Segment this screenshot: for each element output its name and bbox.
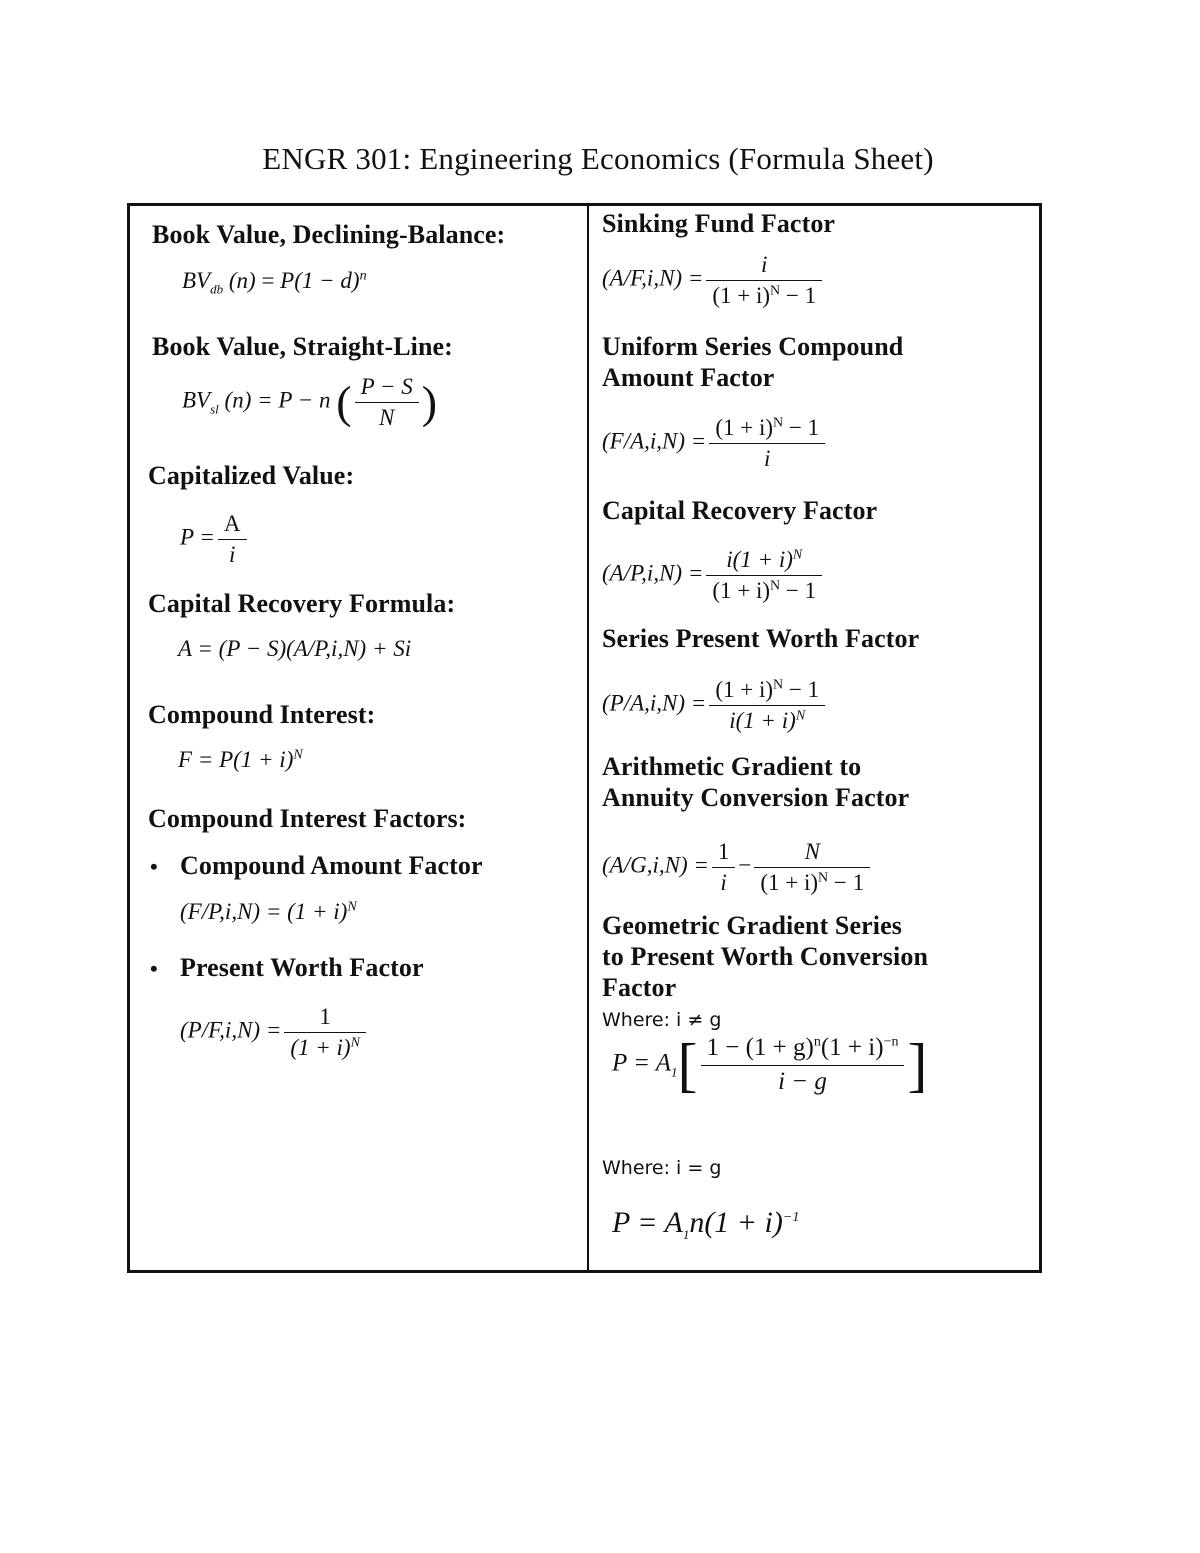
- den-exponent: N: [350, 1035, 360, 1051]
- rhs-exponent: −1: [782, 1210, 800, 1225]
- capital-recovery-factor-heading: Capital Recovery Factor: [602, 496, 878, 525]
- bv-rhs: P(1 − d): [280, 268, 360, 293]
- compound-interest-formula: [178, 747, 303, 773]
- book-value-sl-formula: $BV_{sl}$ (n) = P − n ( $\frac{P - S}{N}$ ): [182, 372, 437, 433]
- denominator: (1 + i): [760, 869, 819, 895]
- capitalized-value-formula: [180, 509, 250, 570]
- rhs: n(1 + i): [689, 1206, 783, 1239]
- bv-rhs-exponent: n: [359, 268, 367, 284]
- geometric-gradient-formula-2: [612, 1206, 799, 1243]
- bullet: •: [150, 854, 158, 879]
- bv-arg: (n): [228, 268, 256, 293]
- fraction: [284, 1002, 366, 1063]
- lhs: (A/P,i,N) =: [602, 560, 704, 586]
- sinking-fund-heading: Sinking Fund Factor: [602, 209, 836, 238]
- uniform-series-heading-1: Uniform Series Compound: [602, 332, 904, 361]
- geometric-gradient-heading-3: Factor: [602, 973, 677, 1002]
- denominator: i: [229, 541, 236, 567]
- lhs: P = A: [612, 1049, 672, 1077]
- num-mid: (1 + i): [820, 1034, 884, 1061]
- equals-sign: =: [261, 268, 275, 293]
- fraction: [709, 413, 825, 474]
- uniform-series-formula: [602, 413, 828, 474]
- series-present-worth-heading: Series Present Worth Factor: [602, 624, 920, 653]
- where-i-equal-g: Where: i = g: [602, 1157, 722, 1179]
- bv-sub: sl: [210, 401, 219, 417]
- denominator: i(1 + i): [729, 707, 796, 733]
- fraction: [706, 545, 822, 606]
- numerator: i(1 + i): [726, 547, 793, 572]
- column-divider: [587, 206, 589, 1270]
- denominator: i: [720, 869, 727, 895]
- den-tail: − 1: [780, 282, 817, 308]
- formula-table: [127, 203, 1042, 1273]
- minus-sign: −: [738, 852, 752, 878]
- where-i-not-equal-g: Where: i ≠ g: [602, 1009, 722, 1031]
- bv-sub: db: [210, 281, 224, 297]
- lhs: (A/F,i,N) =: [602, 265, 704, 291]
- book-value-db-heading: Book Value, Declining-Balance:: [152, 220, 506, 249]
- series-present-worth-formula: [602, 675, 828, 736]
- numerator: N: [754, 837, 870, 868]
- bv-symbol: BV: [182, 268, 211, 293]
- geometric-gradient-formula-1: $P = A_1$[ $\frac{1 - (1 + g)^n(1 + i)^{-n}}{i - g}$ ]: [612, 1032, 928, 1098]
- book-value-sl-heading: Book Value, Straight-Line:: [152, 332, 453, 361]
- numerator: A: [218, 509, 247, 540]
- fraction: [355, 372, 419, 433]
- arithmetic-gradient-heading-2: Annuity Conversion Factor: [602, 783, 910, 812]
- denominator: (1 + i): [712, 577, 771, 603]
- numerator: 1: [712, 837, 736, 868]
- num-tail: − 1: [783, 415, 820, 440]
- fraction-2: [754, 837, 870, 898]
- fraction: [701, 1032, 905, 1098]
- page-title: ENGR 301: Engineering Economics (Formula Sheet): [262, 141, 934, 176]
- den-exponent: N: [770, 578, 781, 594]
- lhs: (A/G,i,N) =: [602, 852, 709, 878]
- geometric-gradient-heading-1: Geometric Gradient Series: [602, 911, 902, 940]
- capitalized-value-heading: Capitalized Value:: [148, 461, 355, 490]
- capital-recovery-factor-formula: [602, 545, 825, 606]
- lhs: P = A: [612, 1206, 683, 1239]
- denominator: i − g: [778, 1067, 827, 1095]
- compound-amount-factor-item: [150, 851, 483, 881]
- den-tail: − 1: [780, 577, 817, 603]
- den-tail: − 1: [828, 869, 865, 895]
- caf-formula: (F/P,i,N) = (1 + i): [180, 899, 348, 924]
- lhs: P =: [180, 524, 215, 550]
- sinking-fund-formula: [602, 250, 825, 311]
- bullet: •: [150, 956, 158, 981]
- numerator: i: [706, 250, 822, 281]
- compound-amount-factor-formula: [180, 899, 357, 925]
- num-exponent: N: [773, 415, 784, 431]
- numerator: (1 + i): [715, 677, 773, 702]
- ci-exponent: N: [293, 747, 303, 763]
- present-worth-factor-item: [150, 953, 424, 983]
- num-exponent-2: −n: [883, 1034, 899, 1050]
- fraction-1: [712, 837, 736, 898]
- uniform-series-heading-2: Amount Factor: [602, 363, 775, 392]
- pwf-label: Present Worth Factor: [180, 953, 424, 982]
- num-exponent: N: [792, 547, 803, 563]
- capital-recovery-formula: A = (P − S)(A/P,i,N) + Si: [178, 636, 412, 661]
- denominator: i: [764, 445, 771, 471]
- pwf-lhs: (P/F,i,N) =: [180, 1017, 282, 1043]
- numerator: 1: [284, 1002, 366, 1033]
- denominator: (1 + i): [290, 1034, 351, 1060]
- present-worth-factor-formula: [180, 1002, 369, 1063]
- caf-label: Compound Amount Factor: [180, 851, 483, 880]
- numerator: (1 + i): [715, 415, 773, 440]
- lhs-sub: 1: [671, 1064, 678, 1080]
- bv-symbol: BV: [182, 387, 211, 413]
- arithmetic-gradient-formula: [602, 837, 873, 898]
- denominator: (1 + i): [712, 282, 771, 308]
- bv-rhs: (n) = P − n: [224, 387, 331, 413]
- num-tail: − 1: [783, 677, 820, 702]
- capital-recovery-formula-heading: Capital Recovery Formula:: [148, 589, 456, 618]
- fraction: [709, 675, 825, 736]
- denominator: N: [379, 404, 395, 430]
- den-exponent: N: [795, 708, 806, 724]
- ci-formula: F = P(1 + i): [178, 747, 294, 772]
- lhs-sub: 1: [682, 1227, 690, 1242]
- lhs: (P/A,i,N) =: [602, 690, 707, 716]
- numerator: 1 − (1 + g): [706, 1034, 814, 1061]
- compound-interest-factors-heading: Compound Interest Factors:: [148, 804, 467, 833]
- fraction: [706, 250, 822, 311]
- caf-exponent: N: [347, 899, 357, 915]
- geometric-gradient-heading-2: to Present Worth Conversion: [602, 942, 928, 971]
- numerator: P − S: [355, 372, 419, 403]
- book-value-db-formula: [182, 268, 367, 298]
- num-exponent: N: [773, 677, 784, 693]
- den-exponent: N: [770, 283, 781, 299]
- lhs: (F/A,i,N) =: [602, 428, 707, 454]
- den-exponent: N: [818, 870, 829, 886]
- num-exponent-1: n: [813, 1034, 821, 1050]
- arithmetic-gradient-heading-1: Arithmetic Gradient to: [602, 752, 862, 781]
- fraction: [218, 509, 247, 570]
- compound-interest-heading: Compound Interest:: [148, 700, 376, 729]
